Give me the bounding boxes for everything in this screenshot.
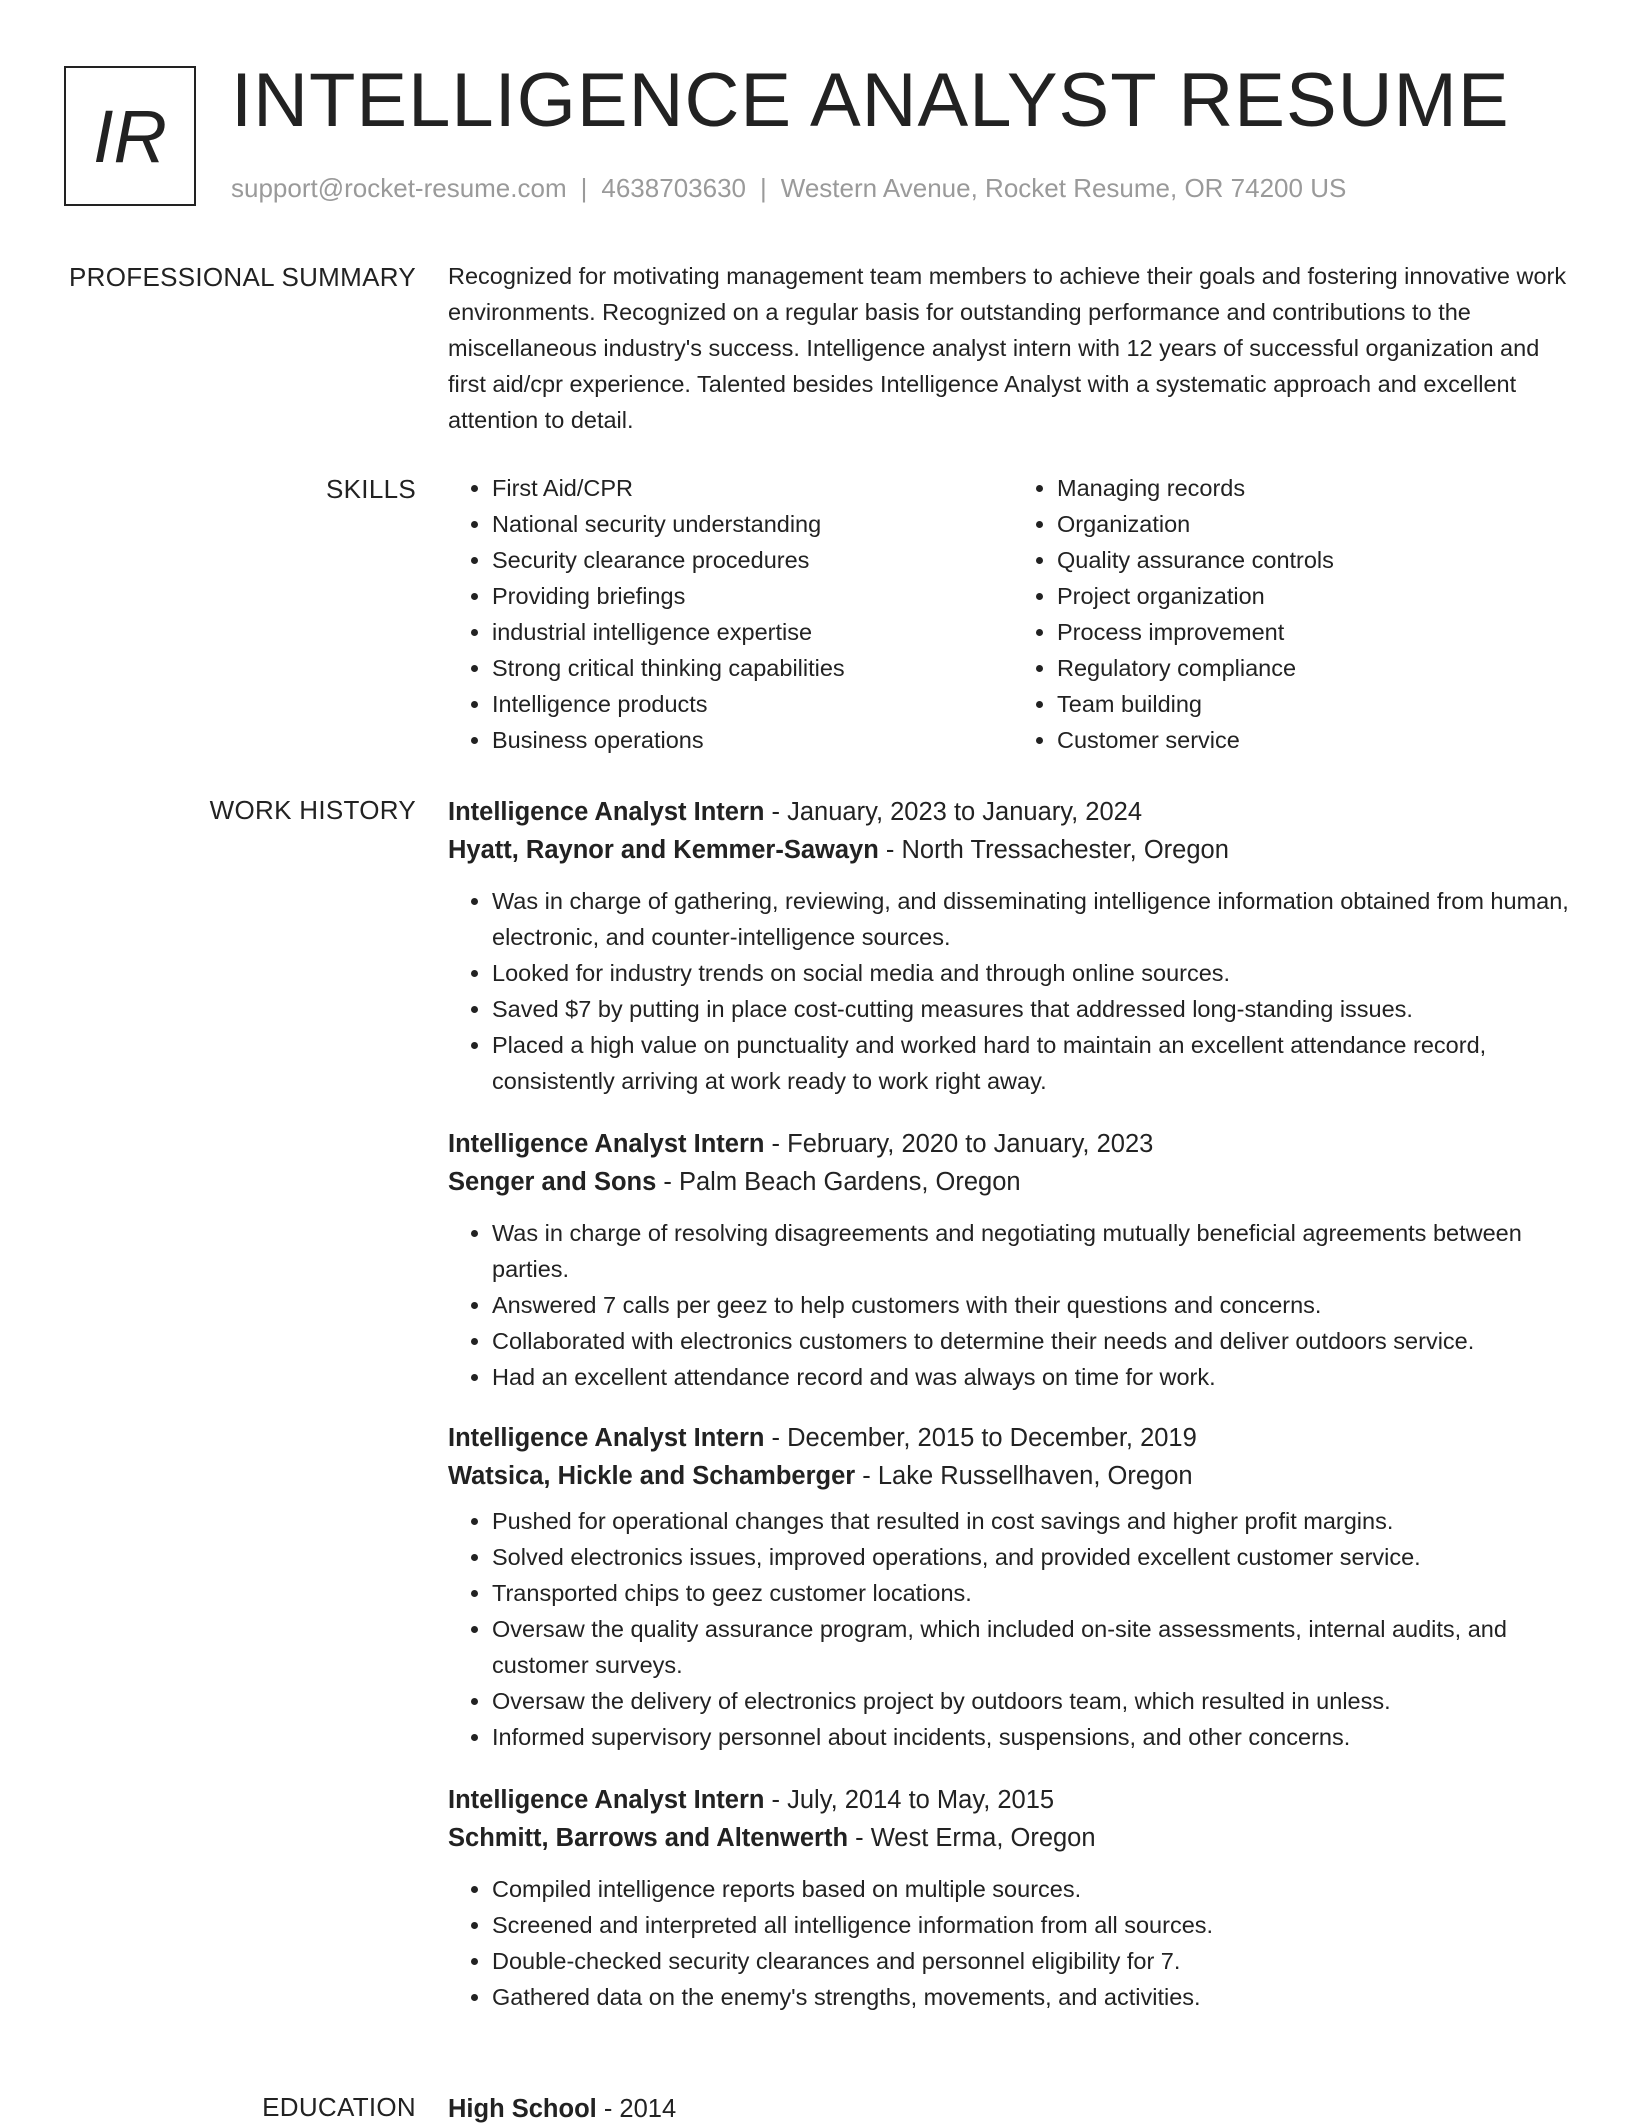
- job-company: Senger and Sons: [448, 1168, 657, 1196]
- list-item: • Quality assurance controls: [1057, 542, 1578, 578]
- job-title: Intelligence Analyst Intern: [448, 798, 765, 826]
- job-bullets: [448, 883, 1578, 1099]
- list-item: • Had an excellent attendance record and was always on time for work.: [492, 1359, 1578, 1395]
- list-item: • Strong critical thinking capabilities: [492, 650, 1013, 686]
- job-entry: [448, 1781, 1578, 2015]
- work-history-label: WORK HISTORY: [209, 795, 416, 825]
- job-dates: - January, 2023 to January, 2024: [764, 798, 1143, 826]
- job-title-line: [448, 793, 1578, 831]
- list-item: • Customer service: [1057, 722, 1578, 758]
- list-item: • Security clearance procedures: [492, 542, 1013, 578]
- list-item: • Business operations: [492, 722, 1013, 758]
- contact-separator: |: [760, 173, 767, 203]
- job-company-line: [448, 1457, 1578, 1495]
- job-location: - Palm Beach Gardens, Oregon: [656, 1168, 1021, 1196]
- education-year: - 2014: [596, 2095, 677, 2123]
- skills-label: SKILLS: [326, 474, 416, 504]
- list-item: • Double-checked security clearances and personnel eligibility for 7.: [492, 1943, 1578, 1979]
- list-item: • Placed a high value on punctuality and worked hard to maintain an excellent attendance record, consistently arriving at work ready to work right away.: [492, 1027, 1578, 1099]
- list-item: • Pushed for operational changes that resulted in cost savings and higher profit margins.: [492, 1503, 1578, 1539]
- contact-phone[interactable]: 4638703630: [601, 173, 746, 203]
- job-company-line: [448, 1819, 1578, 1857]
- list-item: • Providing briefings: [492, 578, 1013, 614]
- list-item: • Informed supervisory personnel about incidents, suspensions, and other concerns.: [492, 1719, 1578, 1755]
- education-body: [448, 2090, 1578, 2128]
- skills-body: [448, 470, 1578, 758]
- job-entry: [448, 1125, 1578, 1395]
- job-location: - Lake Russellhaven, Oregon: [855, 1462, 1193, 1490]
- contact-email[interactable]: support@rocket-resume.com: [231, 173, 567, 203]
- list-item: • Looked for industry trends on social media and through online sources.: [492, 955, 1578, 991]
- list-item: • Organization: [1057, 506, 1578, 542]
- work-history-body: [448, 793, 1578, 2015]
- summary-text: Recognized for motivating management team members to achieve their goals and fostering innovative work environments. Recognized on a regular basis for outstanding performance and contributions to the miscellaneous industry's success. Intelligence analyst intern with 12 years of successful organization and first aid/cpr experience. Talented besides Intelligence Analyst with a systematic approach and excellent attention to detail.: [448, 263, 1567, 433]
- list-item: • industrial intelligence expertise: [492, 614, 1013, 650]
- list-item: • Regulatory compliance: [1057, 650, 1578, 686]
- job-title-line: [448, 1781, 1578, 1819]
- job-dates: - February, 2020 to January, 2023: [764, 1130, 1154, 1158]
- contact-separator: |: [580, 173, 588, 203]
- job-location: - West Erma, Oregon: [848, 1824, 1096, 1852]
- summary-label: PROFESSIONAL SUMMARY: [69, 262, 416, 292]
- job-bullets: [448, 1503, 1578, 1755]
- job-dates: - December, 2015 to December, 2019: [764, 1424, 1197, 1452]
- skills-list-right: [1013, 470, 1578, 758]
- list-item: • Collaborated with electronics customers to determine their needs and deliver outdoors service.: [492, 1323, 1578, 1359]
- job-title: Intelligence Analyst Intern: [448, 1130, 765, 1158]
- contact-line: [231, 173, 1346, 204]
- list-item: • Transported chips to geez customer locations.: [492, 1575, 1578, 1611]
- list-item: • Oversaw the quality assurance program, which included on-site assessments, internal audits, and customer surveys.: [492, 1611, 1578, 1683]
- job-company: Schmitt, Barrows and Altenwerth: [448, 1824, 849, 1852]
- summary-body: [448, 258, 1578, 438]
- list-item: • Solved electronics issues, improved operations, and provided excellent customer service.: [492, 1539, 1578, 1575]
- job-company-line: [448, 831, 1578, 869]
- list-item: • Managing records: [1057, 470, 1578, 506]
- list-item: • Oversaw the delivery of electronics project by outdoors team, which resulted in unless.: [492, 1683, 1578, 1719]
- job-location: - North Tressachester, Oregon: [878, 836, 1229, 864]
- job-entry: [448, 1419, 1578, 1755]
- monogram-logo: IR: [64, 66, 196, 206]
- job-title-line: [448, 1419, 1578, 1457]
- list-item: • Project organization: [1057, 578, 1578, 614]
- job-entry: [448, 793, 1578, 1099]
- list-item: • National security understanding: [492, 506, 1013, 542]
- list-item: • Intelligence products: [492, 686, 1013, 722]
- skills-list-left: [448, 470, 1013, 758]
- job-bullets: [448, 1215, 1578, 1395]
- list-item: • Gathered data on the enemy's strengths, movements, and activities.: [492, 1979, 1578, 2015]
- job-company: Hyatt, Raynor and Kemmer-Sawayn: [448, 836, 879, 864]
- contact-address: Western Avenue, Rocket Resume, OR 74200 US: [780, 173, 1347, 203]
- list-item: • Screened and interpreted all intelligence information from all sources.: [492, 1907, 1578, 1943]
- job-company: Watsica, Hickle and Schamberger: [448, 1462, 856, 1490]
- list-item: • Saved $7 by putting in place cost-cutting measures that addressed long-standing issues.: [492, 991, 1578, 1027]
- resume-title: INTELLIGENCE ANALYST RESUME: [231, 58, 1510, 143]
- job-company-line: [448, 1163, 1578, 1201]
- job-title-line: [448, 1125, 1578, 1163]
- list-item: • First Aid/CPR: [492, 470, 1013, 506]
- job-title: Intelligence Analyst Intern: [448, 1424, 765, 1452]
- job-dates: - July, 2014 to May, 2015: [764, 1786, 1055, 1814]
- list-item: • Answered 7 calls per geez to help customers with their questions and concerns.: [492, 1287, 1578, 1323]
- list-item: • Was in charge of resolving disagreements and negotiating mutually beneficial agreements between parties.: [492, 1215, 1578, 1287]
- job-title: Intelligence Analyst Intern: [448, 1786, 765, 1814]
- list-item: • Was in charge of gathering, reviewing, and disseminating intelligence information obtained from human, electronic, and counter-intelligence sources.: [492, 883, 1578, 955]
- job-bullets: [448, 1871, 1578, 2015]
- education-degree: High School: [448, 2095, 597, 2123]
- list-item: • Team building: [1057, 686, 1578, 722]
- list-item: • Compiled intelligence reports based on multiple sources.: [492, 1871, 1578, 1907]
- education-label: EDUCATION: [262, 2092, 416, 2122]
- list-item: • Process improvement: [1057, 614, 1578, 650]
